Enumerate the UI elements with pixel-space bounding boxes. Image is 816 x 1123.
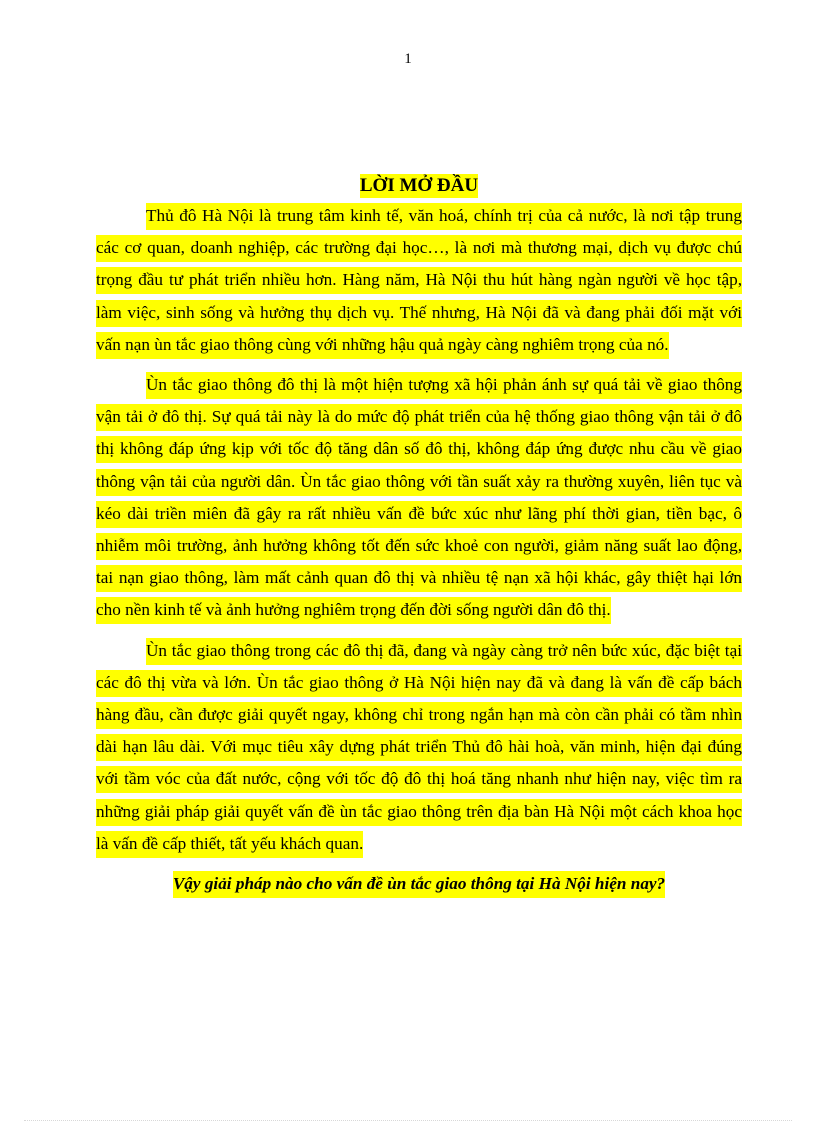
- closing-question: [96, 868, 742, 900]
- paragraph-2-text: Ùn tắc giao thông đô thị là một hiện tượng xã hội phản ánh sự quá tải về giao thông vận tải ở đô thị. Sự quá tải này là do mức độ phát triển của hệ thống giao thông vận tải ở đô thị không đáp ứng kịp với tốc độ tăng dân số đô thị, không đáp ứng được nhu cầu về giao thông vận tải của người dân. Ùn tắc giao thông với tần suất xảy ra thường xuyên, liên tục và kéo dài triền miên đã gây ra rất nhiều vấn đề bức xúc như lãng phí thời gian, tiền bạc, ô nhiễm môi trường, ảnh hưởng không tốt đến sức khoẻ con người, giảm năng suất lao động, tai nạn giao thông, làm mất cảnh quan đô thị và nhiều tệ nạn xã hội khác, gây thiệt hại lớn cho nền kinh tế và ảnh hưởng nghiêm trọng đến đời sống người dân đô thị.: [96, 372, 742, 624]
- page-title-text: LỜI MỞ ĐẦU: [359, 175, 479, 196]
- paragraph-3-text: Ùn tắc giao thông trong các đô thị đã, đang và ngày càng trở nên bức xúc, đặc biệt tại các đô thị vừa và lớn. Ùn tắc giao thông ở Hà Nội hiện nay đã và đang là vấn đề cấp bách hàng đầu, cần được giải quyết ngay, không chỉ trong ngắn hạn mà còn cần phải có tầm nhìn dài hạn lâu dài. Với mục tiêu xây dựng phát triển Thủ đô hài hoà, văn minh, hiện đại đúng với tầm vóc của đất nước, cộng với tốc độ đô thị hoá tăng nhanh như hiện nay, việc tìm ra những giải pháp giải quyết vấn đề ùn tắc giao thông trên địa bàn Hà Nội một cách khoa học là vấn đề cấp thiết, tất yếu khách quan.: [96, 638, 742, 858]
- paragraph-1: [96, 200, 742, 361]
- paragraph-1-text: Thủ đô Hà Nội là trung tâm kinh tế, văn hoá, chính trị của cả nước, là nơi tập trung các cơ quan, doanh nghiệp, các trường đại học…, là nơi mà thương mại, dịch vụ được chú trọng đầu tư phát triển nhiều hơn. Hàng năm, Hà Nội thu hút hàng ngàn người về học tập, làm việc, sinh sống và hưởng thụ dịch vụ. Thế nhưng, Hà Nội đã và đang phải đối mặt với vấn nạn ùn tắc giao thông cùng với những hậu quả ngày càng nghiêm trọng của nó.: [96, 203, 742, 359]
- page-bottom-edge: [24, 1120, 792, 1121]
- paragraph-2: [96, 369, 742, 627]
- paragraph-3: [96, 635, 742, 860]
- page-title: [96, 174, 742, 198]
- document-body: [96, 200, 742, 900]
- closing-question-text: Vậy giải pháp nào cho vấn đề ùn tắc giao thông tại Hà Nội hiện nay?: [173, 871, 665, 898]
- page-number: 1: [404, 51, 412, 67]
